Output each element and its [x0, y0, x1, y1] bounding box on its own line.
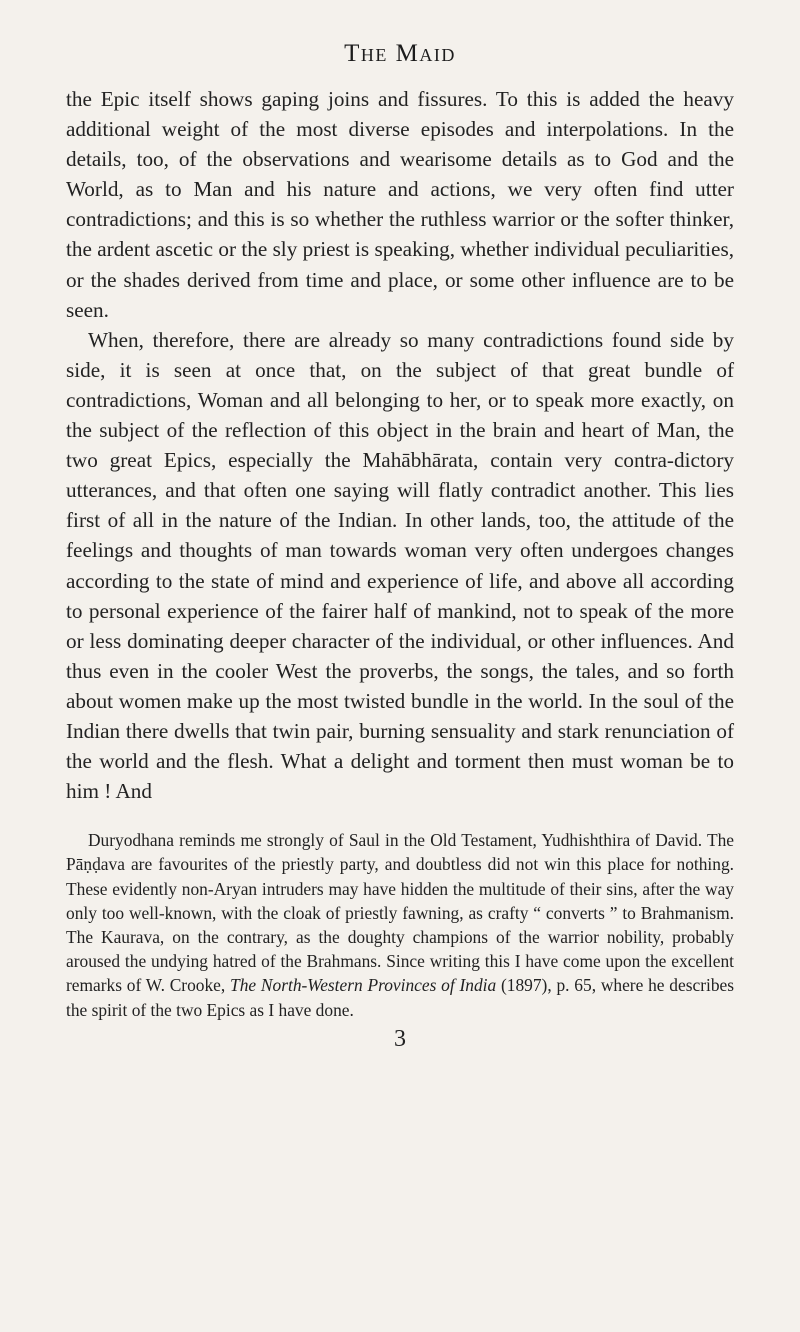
footnote-paragraph	[66, 828, 734, 1022]
footnote-book-title: The North-Western Provinces of India	[230, 975, 497, 996]
paragraph-1: the Epic itself shows gaping joins and fissures. To this is added the heavy additional weight of the most diverse episodes and interpolations. In the details, too, of the observations and wearisome details as to God and the World, as to Man and his nature and actions, we very often find utter contradictions; and this is so whether the ruthless warrior or the softer thinker, the ardent ascetic or the sly priest is speaking, whether individual peculiarities, or the shades derived from time and place, or some other influence are to be seen.	[66, 87, 734, 322]
page-number: 3	[394, 1025, 406, 1052]
footnote	[66, 828, 734, 1022]
main-text	[66, 84, 734, 806]
paragraph-2: When, therefore, there are already so many contradictions found side by side, it is seen at once that, on the subject of that great bundle of contradictions, Woman and all belonging to her, or to speak more exactly, on the subject of the reflection of this object in the brain and heart of Man, the two great Epics, especially the Mahābhārata, contain very contra-dictory utterances, and that often one saying will flatly contradict another. This lies first of all in the nature of the Indian. In other lands, too, the attitude of the feelings and thoughts of man towards woman very often undergoes changes according to the state of mind and experience of life, and above all according to personal experience of the fairer half of mankind, not to speak of the more or less dominating deeper character of the individual, or other influences. And thus even in the cooler West the proverbs, the songs, the tales, and so forth about women make up the most twisted bundle in the world. In the soul of the Indian there dwells that twin pair, burning sensuality and stark renunciation of the world and the flesh. What a delight and torment then must woman be to him ! And	[66, 327, 734, 804]
running-head: The Maid	[344, 40, 456, 67]
footnote-text-end: (1897), p. 65, where he describes the spirit of the two Epics as I have done.	[66, 975, 735, 1020]
footnote-text-start: Duryodhana reminds me strongly of Saul in the Old Testament, Yudhishthira of David. The Pāṇḍava are favourites of the priestly party, and doubtless did not win this place for nothing. These evidently non-Aryan intruders may have hidden the multitude of their sins, after the way only too well-known, with the cloak of priestly fawning, as crafty “ converts ” to Brahmanism. The Kaurava, on the contrary, as the doughty champions of the warrior nobility, probably aroused the undying hatred of the Brahmans. Since writing this I have come upon the excellent remarks of W. Crooke,	[66, 830, 734, 996]
